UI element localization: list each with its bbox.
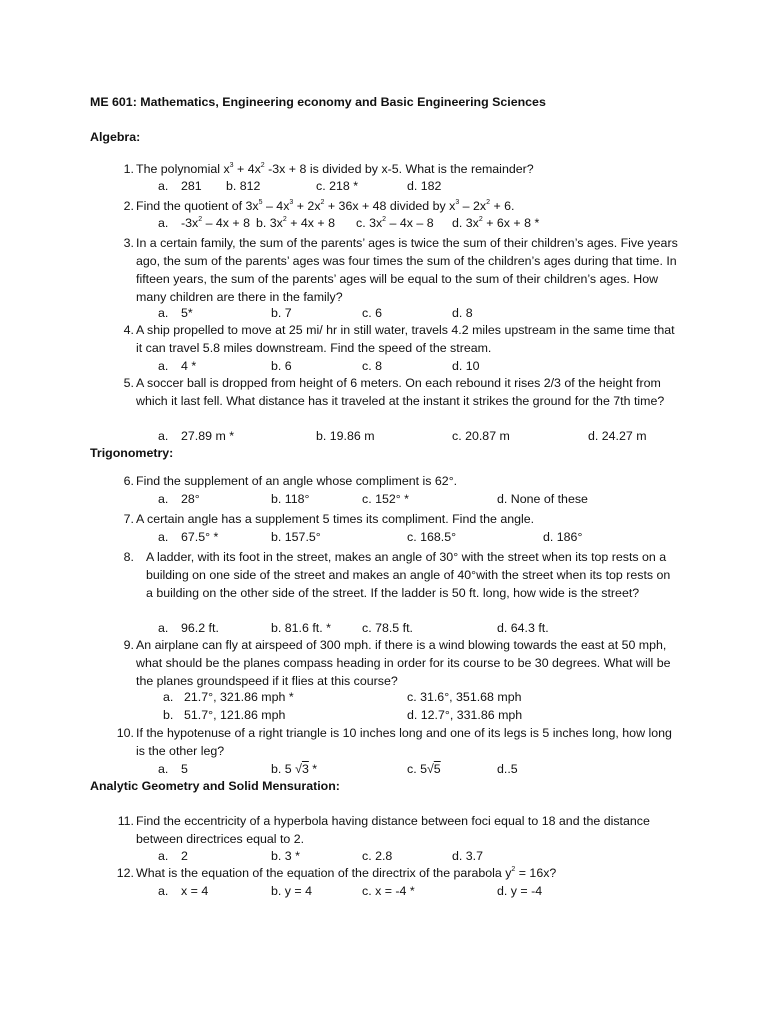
question-number: 8.	[123, 550, 134, 564]
choice-c: c. 168.5°	[407, 530, 457, 544]
choice-letter: a.	[158, 359, 169, 373]
question-number: 12.	[116, 866, 134, 880]
choice-b: b. 6	[271, 359, 292, 373]
choice-d: d. 10	[452, 359, 480, 373]
section-trigonometry: Trigonometry:	[90, 446, 174, 460]
question-number: 5.	[123, 376, 134, 390]
question-text: Find the quotient of $3x^5 - 4x^3 + 2x^2 + 36x + 48$ divided by $x^3 - 2x^2 + 6$.	[136, 198, 515, 213]
choice-letter: a.	[158, 216, 169, 230]
choice-c: c. 78.5 ft.	[362, 621, 413, 635]
question-text: Find the supplement of an angle whose compliment is 62°.	[136, 474, 458, 488]
choice-a: x = 4	[181, 884, 209, 898]
section-algebra: Algebra:	[90, 130, 141, 144]
choice-c: c. x = -4 *	[362, 884, 415, 898]
radical-icon: √	[295, 762, 302, 776]
choice-d: d. 3.7	[452, 849, 484, 863]
choice-a: 4 *	[181, 359, 197, 373]
question-text: An airplane can fly at airspeed of 300 mph. if there is a wind blowing towards the east at 50 mph, what should be the planes compass heading in order for its course to be 30 degrees. What will be the planes groundspeed if it flies at this course?	[136, 638, 671, 688]
choice-c: c. 6	[362, 306, 382, 320]
choice-c: c. 218 *	[316, 179, 359, 193]
question-number: 10.	[116, 726, 134, 740]
choice-d: d. 12.7°, 331.86 mph	[407, 708, 523, 722]
choice-d: d. 24.27 m	[588, 429, 647, 443]
question-number: 4.	[123, 323, 134, 337]
question-text: In a certain family, the sum of the parents’ ages is twice the sum of their children’s ages. Five years ago, the sum of the parents’ ages was four times the sum of the children’s ages during that time. In fifteen years, the sum of the parents’ ages will be equal to the sum of their children’s ages. How many children are there in the family?	[136, 236, 678, 304]
choice-letter: a.	[163, 690, 174, 704]
choice-a: $-3x^2 - 4x + 8$	[181, 215, 250, 230]
choice-b: b. $3x^2 + 4x + 8$	[256, 215, 336, 230]
choice-b: b. 19.86 m	[316, 429, 375, 443]
choice-letter: a.	[158, 849, 169, 863]
choice-c: c. 2.8	[362, 849, 393, 863]
choice-a: 21.7°, 321.86 mph *	[184, 690, 294, 704]
choice-b: b. 5 √3 *	[271, 762, 318, 776]
choice-a: 2	[181, 849, 188, 863]
choice-b: 51.7°, 121.86 mph	[184, 708, 286, 722]
choice-letter: a.	[158, 179, 169, 193]
choice-d: d. 8	[452, 306, 473, 320]
radical-icon: √	[426, 762, 434, 776]
question-text: If the hypotenuse of a right triangle is 10 inches long and one of its legs is 5 inches long, how long is the other leg?	[136, 726, 672, 758]
choice-b: b. 7	[271, 306, 292, 320]
question-text: Find the eccentricity of a hyperbola having distance between foci equal to 18 and the distance between directrices equal to 2.	[136, 814, 650, 846]
choice-b: b. 812	[226, 179, 261, 193]
choice-letter: a.	[158, 306, 169, 320]
choice-c: c. 8	[362, 359, 382, 373]
choice-b: b. 81.6 ft. *	[271, 621, 331, 635]
question-text: A certain angle has a supplement 5 times its compliment. Find the angle.	[136, 512, 535, 526]
choice-a: 281	[181, 179, 202, 193]
choice-d: d. $3x^2 + 6x + 8$ *	[452, 215, 540, 230]
choice-letter: a.	[158, 530, 169, 544]
question-text: The polynomial $x^3 + 4x^2$ -3x + 8 is divided by x-5. What is the remainder?	[136, 161, 534, 176]
choice-b: b. y = 4	[271, 884, 312, 898]
question-number: 1.	[123, 162, 134, 176]
choice-d: d. 64.3 ft.	[497, 621, 549, 635]
question-text: A soccer ball is dropped from height of 6 meters. On each rebound it rises 2/3 of the height from which it last fell. What distance has it traveled at the instant it strikes the ground for the 7th time?	[136, 376, 665, 408]
document-title: ME 601: Mathematics, Engineering economy and Basic Engineering Sciences	[90, 95, 546, 109]
question-number: 7.	[123, 512, 134, 526]
choice-letter: a.	[158, 762, 169, 776]
choice-letter: a.	[158, 884, 169, 898]
section-analytic-geometry: Analytic Geometry and Solid Mensuration:	[90, 779, 340, 793]
choice-b: b. 3 *	[271, 849, 300, 863]
choice-d: d. 186°	[543, 530, 583, 544]
choice-d: d. 182	[407, 179, 442, 193]
question-number: 11.	[117, 814, 134, 828]
choice-c: c. 152° *	[362, 492, 409, 506]
choice-c: c. $3x^2 - 4x - 8$	[356, 215, 434, 230]
choice-letter: a.	[158, 621, 169, 635]
question-number: 2.	[123, 199, 134, 213]
question-number: 6.	[123, 474, 134, 488]
choice-b: b. 157.5°	[271, 530, 321, 544]
choice-a: 28°	[181, 492, 200, 506]
choice-d: d. None of these	[497, 492, 588, 506]
choice-a: 67.5° *	[181, 530, 219, 544]
choice-d: d. y = -4	[497, 884, 543, 898]
question-number: 3.	[123, 236, 134, 250]
choice-a: 96.2 ft.	[181, 621, 219, 635]
choice-letter: a.	[158, 492, 169, 506]
choice-letter: a.	[158, 429, 169, 443]
choice-c: c. 31.6°, 351.68 mph	[407, 690, 522, 704]
choice-c: c. 5√5	[407, 762, 441, 776]
choice-letter: b.	[163, 708, 174, 722]
question-number: 9.	[123, 638, 134, 652]
choice-a: 5	[181, 762, 188, 776]
choice-d: d..5	[497, 762, 518, 776]
choice-c: c. 20.87 m	[452, 429, 510, 443]
question-text: A ship propelled to move at 25 mi/ hr in still water, travels 4.2 miles upstream in the same time that it can travel 5.8 miles downstream. Find the speed of the stream.	[136, 323, 675, 355]
choice-a: 5*	[181, 306, 193, 320]
question-text: What is the equation of the equation of the directrix of the parabola $y^2 = 16x$?	[136, 865, 557, 880]
question-text: A ladder, with its foot in the street, makes an angle of 30° with the street when its top rests on a building on one side of the street and makes an angle of 40°with the street when its top rests on a building on the other side of the street. If the ladder is 50 ft. long, how wide is the street?	[146, 550, 671, 600]
choice-b: b. 118°	[271, 492, 310, 506]
choice-a: 27.89 m *	[181, 429, 235, 443]
